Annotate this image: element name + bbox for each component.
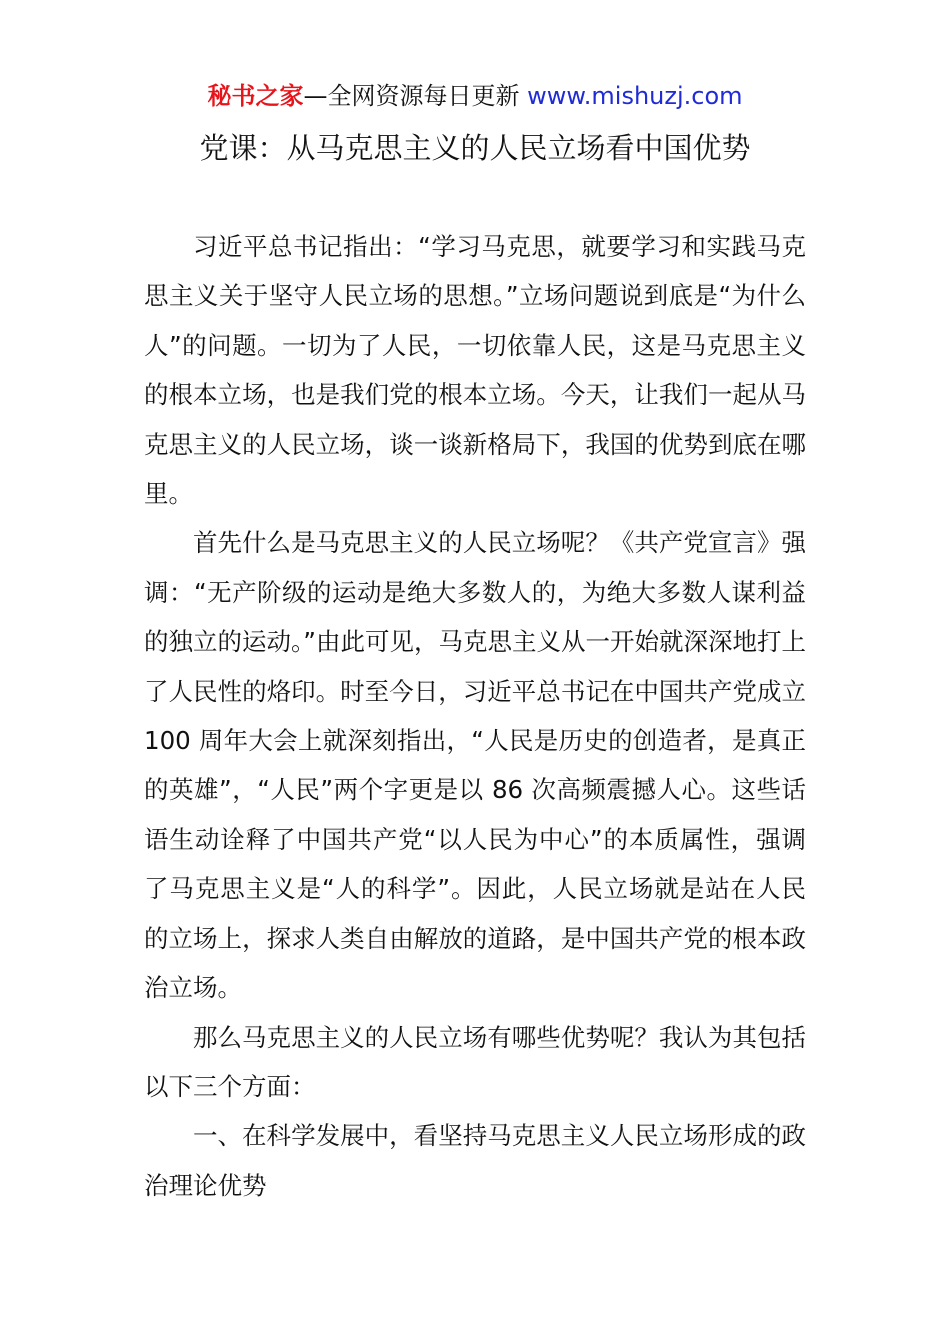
paragraph-definition: 首先什么是马克思主义的人民立场呢？《共产党宣言》强调：“无产阶级的运动是绝大多数人的，为绝大多数人谋利益的独立的运动。”由此可见，马克思主义从一开始就深深地打上了人民性的烙印。时至今日，习近平总书记在中国共产党成立 100 周年大会上就深刻指出，“人民是历史的创造者，是真正的英雄”，“人民”两个字更是以 86 次高频震撼人心。这些话语生动诠释了中国共产党“以人民为中心”的本质属性，强调了马克思主义是“人的科学”。因此，人民立场就是站在人民的立场上，探求人类自由解放的道路，是中国共产党的根本政治立场。 [144,528,806,1003]
paragraph-intro: 习近平总书记指出：“学习马克思，就要学习和实践马克思主义关于坚守人民立场的思想。”立场问题说到底是“为什么人”的问题。一切为了人民，一切依靠人民，这是马克思主义的根本立场，也是我们党的根本立场。今天，让我们一起从马克思主义的人民立场，谈一谈新格局下，我国的优势到底在哪里。 [144,232,806,509]
site-brand: 秘书之家 [207,82,304,110]
site-slogan: —全网资源每日更新 [303,82,528,110]
document-body [144,222,806,1210]
site-url-link[interactable]: www.mishuzj.com [527,82,743,110]
section-heading-1: 一、在科学发展中，看坚持马克思主义人民立场形成的政治理论优势 [144,1121,806,1200]
site-header [0,80,950,112]
paragraph-advantages: 那么马克思主义的人民立场有哪些优势呢？我认为其包括以下三个方面： [144,1022,806,1101]
document-title: 党课：从马克思主义的人民立场看中国优势 [199,131,751,165]
